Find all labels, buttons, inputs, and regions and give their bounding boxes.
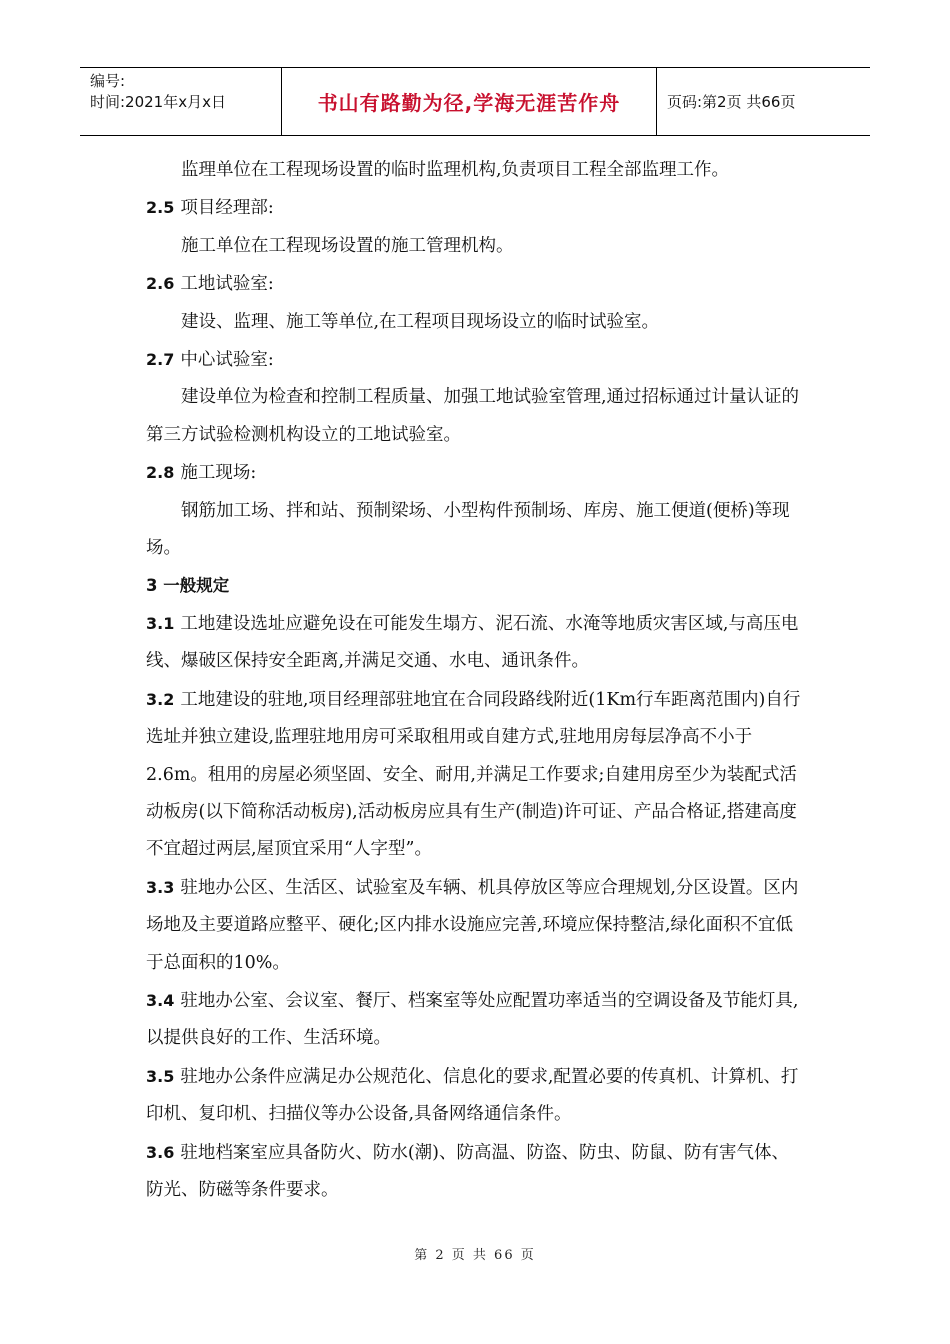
- clause-text: 驻地办公区、生活区、试验室及车辆、机具停放区等应合理规划,分区设置。区内场地及主要道路应整平、硬化;区内排水设施应完善,环境应保持整洁,绿化面积不宜低于总面积的10%。: [146, 877, 799, 973]
- code-label: 编号:: [90, 72, 126, 90]
- section-number: 2.7: [146, 350, 175, 370]
- section-title: 项目经理部:: [180, 198, 274, 219]
- section-title: 施工现场:: [180, 463, 257, 484]
- section-heading: [146, 341, 806, 379]
- document-body: [146, 152, 806, 1209]
- clause-number: 3.4: [146, 990, 175, 1010]
- clause: [146, 982, 806, 1058]
- clause-number: 3.6: [146, 1142, 175, 1162]
- paragraph: 施工单位在工程现场设置的施工管理机构。: [181, 235, 514, 256]
- clause-text: 驻地办公条件应满足办公规范化、信息化的要求,配置必要的传真机、计算机、打印机、复印机、扫描仪等办公设备,具备网络通信条件。: [146, 1066, 799, 1125]
- section-title: 中心试验室:: [180, 350, 274, 371]
- section-number: 2.8: [146, 463, 175, 483]
- header-motto: 书山有路勤为径,学海无涯苦作舟: [282, 68, 657, 135]
- clause: [146, 605, 806, 681]
- clause-text: 工地建设的驻地,项目经理部驻地宜在合同段路线附近(1Km行车距离范围内)自行选址并独立建设,监理驻地用房可采取租用或自建方式,驻地用房每层净高不小于2.6m。租用的房屋必须坚固、安全、耐用,并满足工作要求;自建用房至少为装配式活动板房(以下简称活动板房),活动板房应具有生产(制造)许可证、产品合格证,搭建高度不宜超过两层,屋顶宜采用“人字型”。: [146, 689, 801, 860]
- clause-number: 3.1: [146, 613, 175, 633]
- clause-number: 3.3: [146, 877, 175, 897]
- clause-text: 驻地档案室应具备防火、防水(潮)、防高温、防盗、防虫、防鼠、防有害气体、防光、防磁等条件要求。: [146, 1142, 789, 1200]
- section-heading: [146, 265, 806, 303]
- section-number: 2.6: [146, 274, 175, 294]
- clause-text: 工地建设选址应避免设在可能发生塌方、泥石流、水淹等地质灾害区域,与高压电线、爆破区保持安全距离,并满足交通、水电、通讯条件。: [146, 613, 799, 672]
- time-label: 时间:2021年x月x日: [90, 93, 226, 111]
- clause: [146, 1134, 806, 1210]
- clause: [146, 681, 806, 869]
- page-header: [80, 67, 870, 136]
- clause-text: 驻地办公室、会议室、餐厅、档案室等处应配置功率适当的空调设备及节能灯具,以提供良好的工作、生活环境。: [146, 990, 799, 1049]
- paragraph: 建设单位为检查和控制工程质量、加强工地试验室管理,通过招标通过计量认证的第三方试验检测机构设立的工地试验室。: [146, 387, 800, 445]
- clause-number: 3.2: [146, 689, 175, 709]
- clause: [146, 1058, 806, 1134]
- header-meta: [80, 68, 282, 135]
- section-heading: [146, 454, 806, 492]
- page-footer: 第 2 页 共 66 页: [414, 1248, 536, 1263]
- paragraph: 钢筋加工场、拌和站、预制梁场、小型构件预制场、库房、施工便道(便桥)等现场。: [146, 500, 790, 559]
- section-number: 2.5: [146, 198, 175, 218]
- section-title: 工地试验室:: [180, 274, 274, 295]
- paragraph: 监理单位在工程现场设置的临时监理机构,负责项目工程全部监理工作。: [181, 160, 730, 180]
- clause-number: 3.5: [146, 1066, 175, 1086]
- chapter-heading: 3 一般规定: [146, 576, 230, 596]
- header-page-info: 页码:第2页 共66页: [667, 93, 796, 111]
- clause: [146, 869, 806, 982]
- paragraph: 建设、监理、施工等单位,在工程项目现场设立的临时试验室。: [181, 311, 660, 332]
- section-heading: [146, 189, 806, 227]
